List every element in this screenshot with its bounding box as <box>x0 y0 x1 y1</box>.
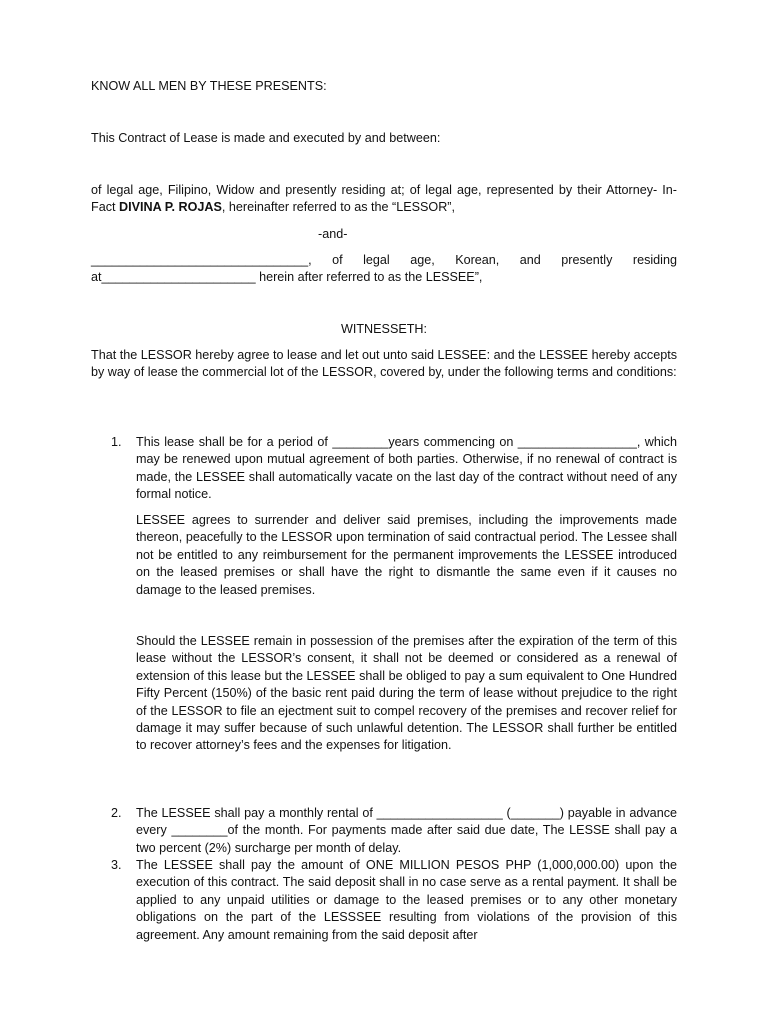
term-text: The LESSEE shall pay a monthly rental of __________________ (_______) payable in advance every ________of the month. For payments made after said due date, The LESSE shall pay a two percent (2%) surcharge per month of delay. <box>136 806 677 855</box>
lessor-pre: of legal age, Filipino, Widow and presently residing at; of legal age, represented by their Attorney- In- Fact <box>91 183 677 215</box>
term-text: The LESSEE shall pay the amount of ONE MILLION PESOS PHP (1,000,000.00) upon the execution of this contract. The said deposit shall in no case serve as a rental payment. It shall be applied to any unpaid utilities or damage to the leased premises or to any other monetary obligations on the part of the LESSSEE resulting from violations of the provision of this agreement. Any amount remaining from the said deposit after <box>136 858 677 942</box>
lessor-paragraph <box>91 182 677 217</box>
lessor-post: , hereinafter referred to as the “LESSOR”, <box>221 200 455 215</box>
term-number: 1. <box>111 435 122 449</box>
term-1-paragraph-holdover: Should the LESSEE remain in possession of the premises after the expiration of the term of this lease without the LESSOR’s consent, it shall not be deemed or considered as a renewal of extension of this lease but the LESSEE shall be obliged to pay a sum equivalent to One Hundred Fifty Percent (150%) of the basic rent paid during the term of lease without prejudice to the right of the LESSOR to file an ejectment suit to compel recovery of the premises and recover relief for damage it may suffer because of such unlawful detention. The LESSOR shall further be entitled to recover attorney’s fees and the expenses for litigation. <box>136 634 677 753</box>
intro-line: This Contract of Lease is made and executed by and between: <box>91 131 441 145</box>
term-1-paragraph-surrender: LESSEE agrees to surrender and deliver said premises, including the improvements made thereon, peacefully to the LESSOR upon termination of said contractual period. The Lessee shall not be entitled to any reimbursement for the permanent improvements the LESSEE introduced on the leased premises or shall have the right to dismantle the same even if it causes no damage to the leased premises. <box>136 513 677 597</box>
witnesseth-title: WITNESSETH: <box>340 322 428 336</box>
know-all-heading: KNOW ALL MEN BY THESE PRESENTS: <box>91 79 327 93</box>
witnesseth-intro: That the LESSOR hereby agree to lease and let out unto said LESSEE: and the LESSEE hereby accepts by way of lease the commercial lot of the LESSOR, covered by, under the following terms and conditions: <box>91 348 677 380</box>
lessee-paragraph: _______________________________, of legal age, Korean, and presently residing at______________________ herein after referred to as the LESSEE”, <box>91 253 677 285</box>
term-number: 2. <box>111 806 122 820</box>
term-number: 3. <box>111 858 122 872</box>
lessor-name: DIVINA P. ROJAS <box>119 200 222 215</box>
term-text: This lease shall be for a period of ________years commencing on _________________, which may be renewed upon mutual agreement of both parties. Otherwise, if no renewal of contract is made, the LESSEE shall automatically vacate on the last day of the contract without need of any formal notice. <box>136 435 677 502</box>
and-separator: -and- <box>318 227 348 241</box>
